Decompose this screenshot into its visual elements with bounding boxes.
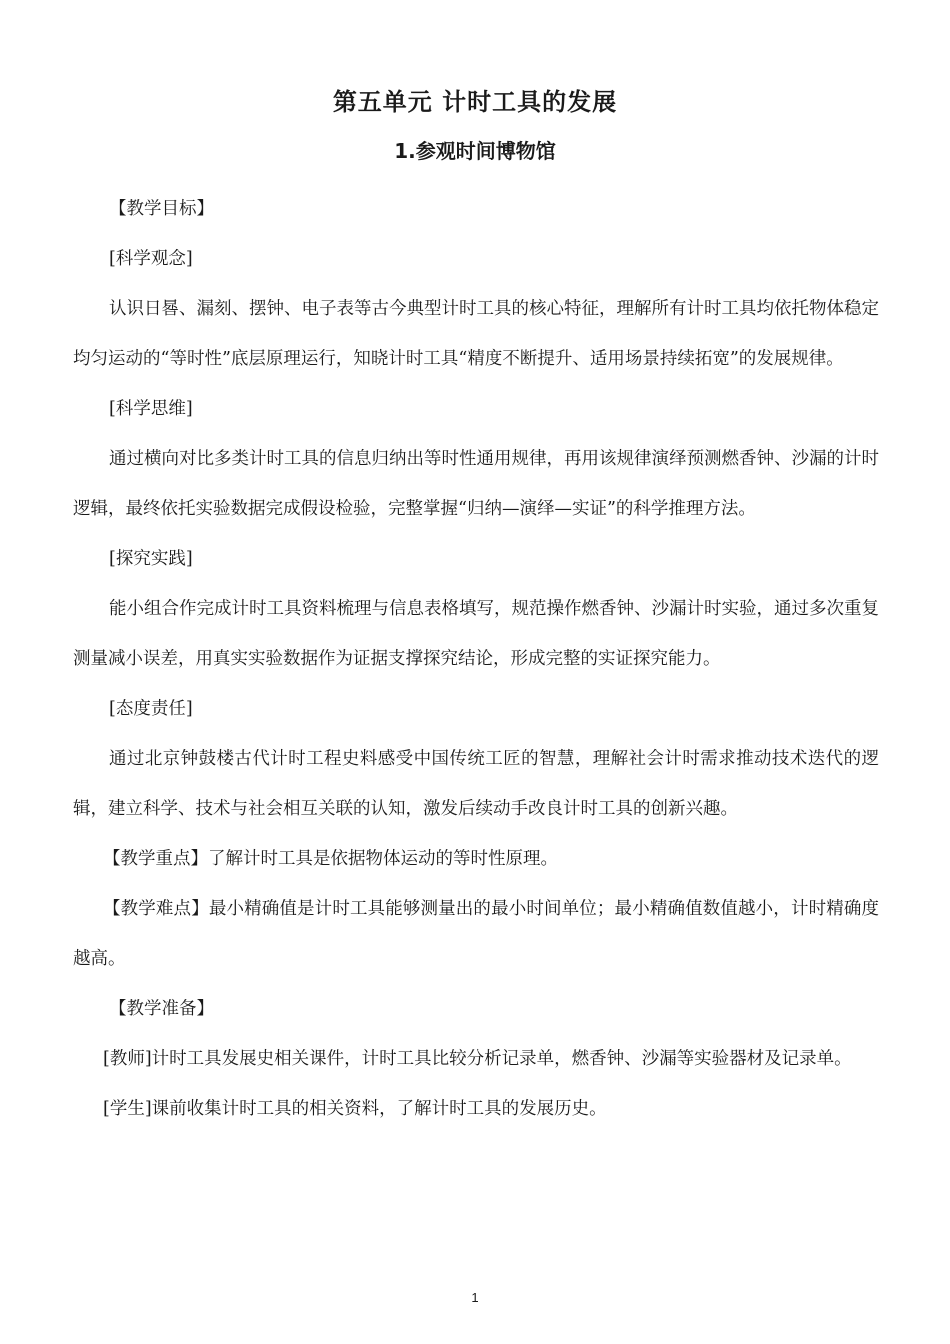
attitude-heading: [态度责任]: [109, 699, 193, 719]
concept-paragraph: 认识日晷、漏刻、摆钟、电子表等古今典型计时工具的核心特征，理解所有计时工具均依托物体稳定均匀运动的“等时性”底层原理运行，知晓计时工具“精度不断提升、适用场景持续拓宽”的发展规律。: [73, 299, 879, 369]
page-number: 1: [471, 1290, 479, 1305]
preparation-heading: 【教学准备】: [109, 999, 214, 1019]
student-text: 课前收集计时工具的相关资料，了解计时工具的发展历史。: [151, 1099, 607, 1119]
unit-title: 第五单元 计时工具的发展: [332, 88, 618, 116]
concept-heading: [科学观念]: [109, 249, 193, 269]
thinking-paragraph: 通过横向对比多类计时工具的信息归纳出等时性通用规律，再用该规律演绎预测燃香钟、沙漏的计时逻辑，最终依托实验数据完成假设检验，完整掌握“归纳—演绎—实证”的科学推理方法。: [73, 449, 879, 519]
document-body: [73, 184, 879, 1134]
key-point-text: 了解计时工具是依据物体运动的等时性原理。: [208, 849, 558, 869]
difficulty-paragraph: [73, 884, 879, 984]
practice-heading: [探究实践]: [109, 549, 193, 569]
key-point-paragraph: [73, 834, 879, 884]
attitude-paragraph: 通过北京钟鼓楼古代计时工程史料感受中国传统工匠的智慧，理解社会计时需求推动技术迭代的逻辑，建立科学、技术与社会相互关联的认知，激发后续动手改良计时工具的创新兴趣。: [73, 749, 879, 819]
difficulty-text: 最小精确值是计时工具能够测量出的最小时间单位；最小精确值数值越小，计时精确度越高。: [73, 899, 880, 969]
lesson-title: 1.参观时间博物馆: [394, 139, 556, 163]
thinking-heading: [科学思维]: [109, 399, 193, 419]
student-paragraph: [73, 1084, 879, 1134]
objectives-heading: 【教学目标】: [109, 199, 214, 219]
key-point-label: 【教学重点】: [103, 849, 208, 869]
teacher-paragraph: [73, 1034, 879, 1084]
teacher-label: [教师]: [103, 1049, 152, 1069]
teacher-text: 计时工具发展史相关课件，计时工具比较分析记录单，燃香钟、沙漏等实验器材及记录单。: [151, 1049, 852, 1069]
practice-paragraph: 能小组合作完成计时工具资料梳理与信息表格填写，规范操作燃香钟、沙漏计时实验，通过多次重复测量减小误差，用真实实验数据作为证据支撑探究结论，形成完整的实证探究能力。: [73, 599, 879, 669]
student-label: [学生]: [103, 1099, 152, 1119]
difficulty-label: 【教学难点】: [103, 899, 209, 919]
